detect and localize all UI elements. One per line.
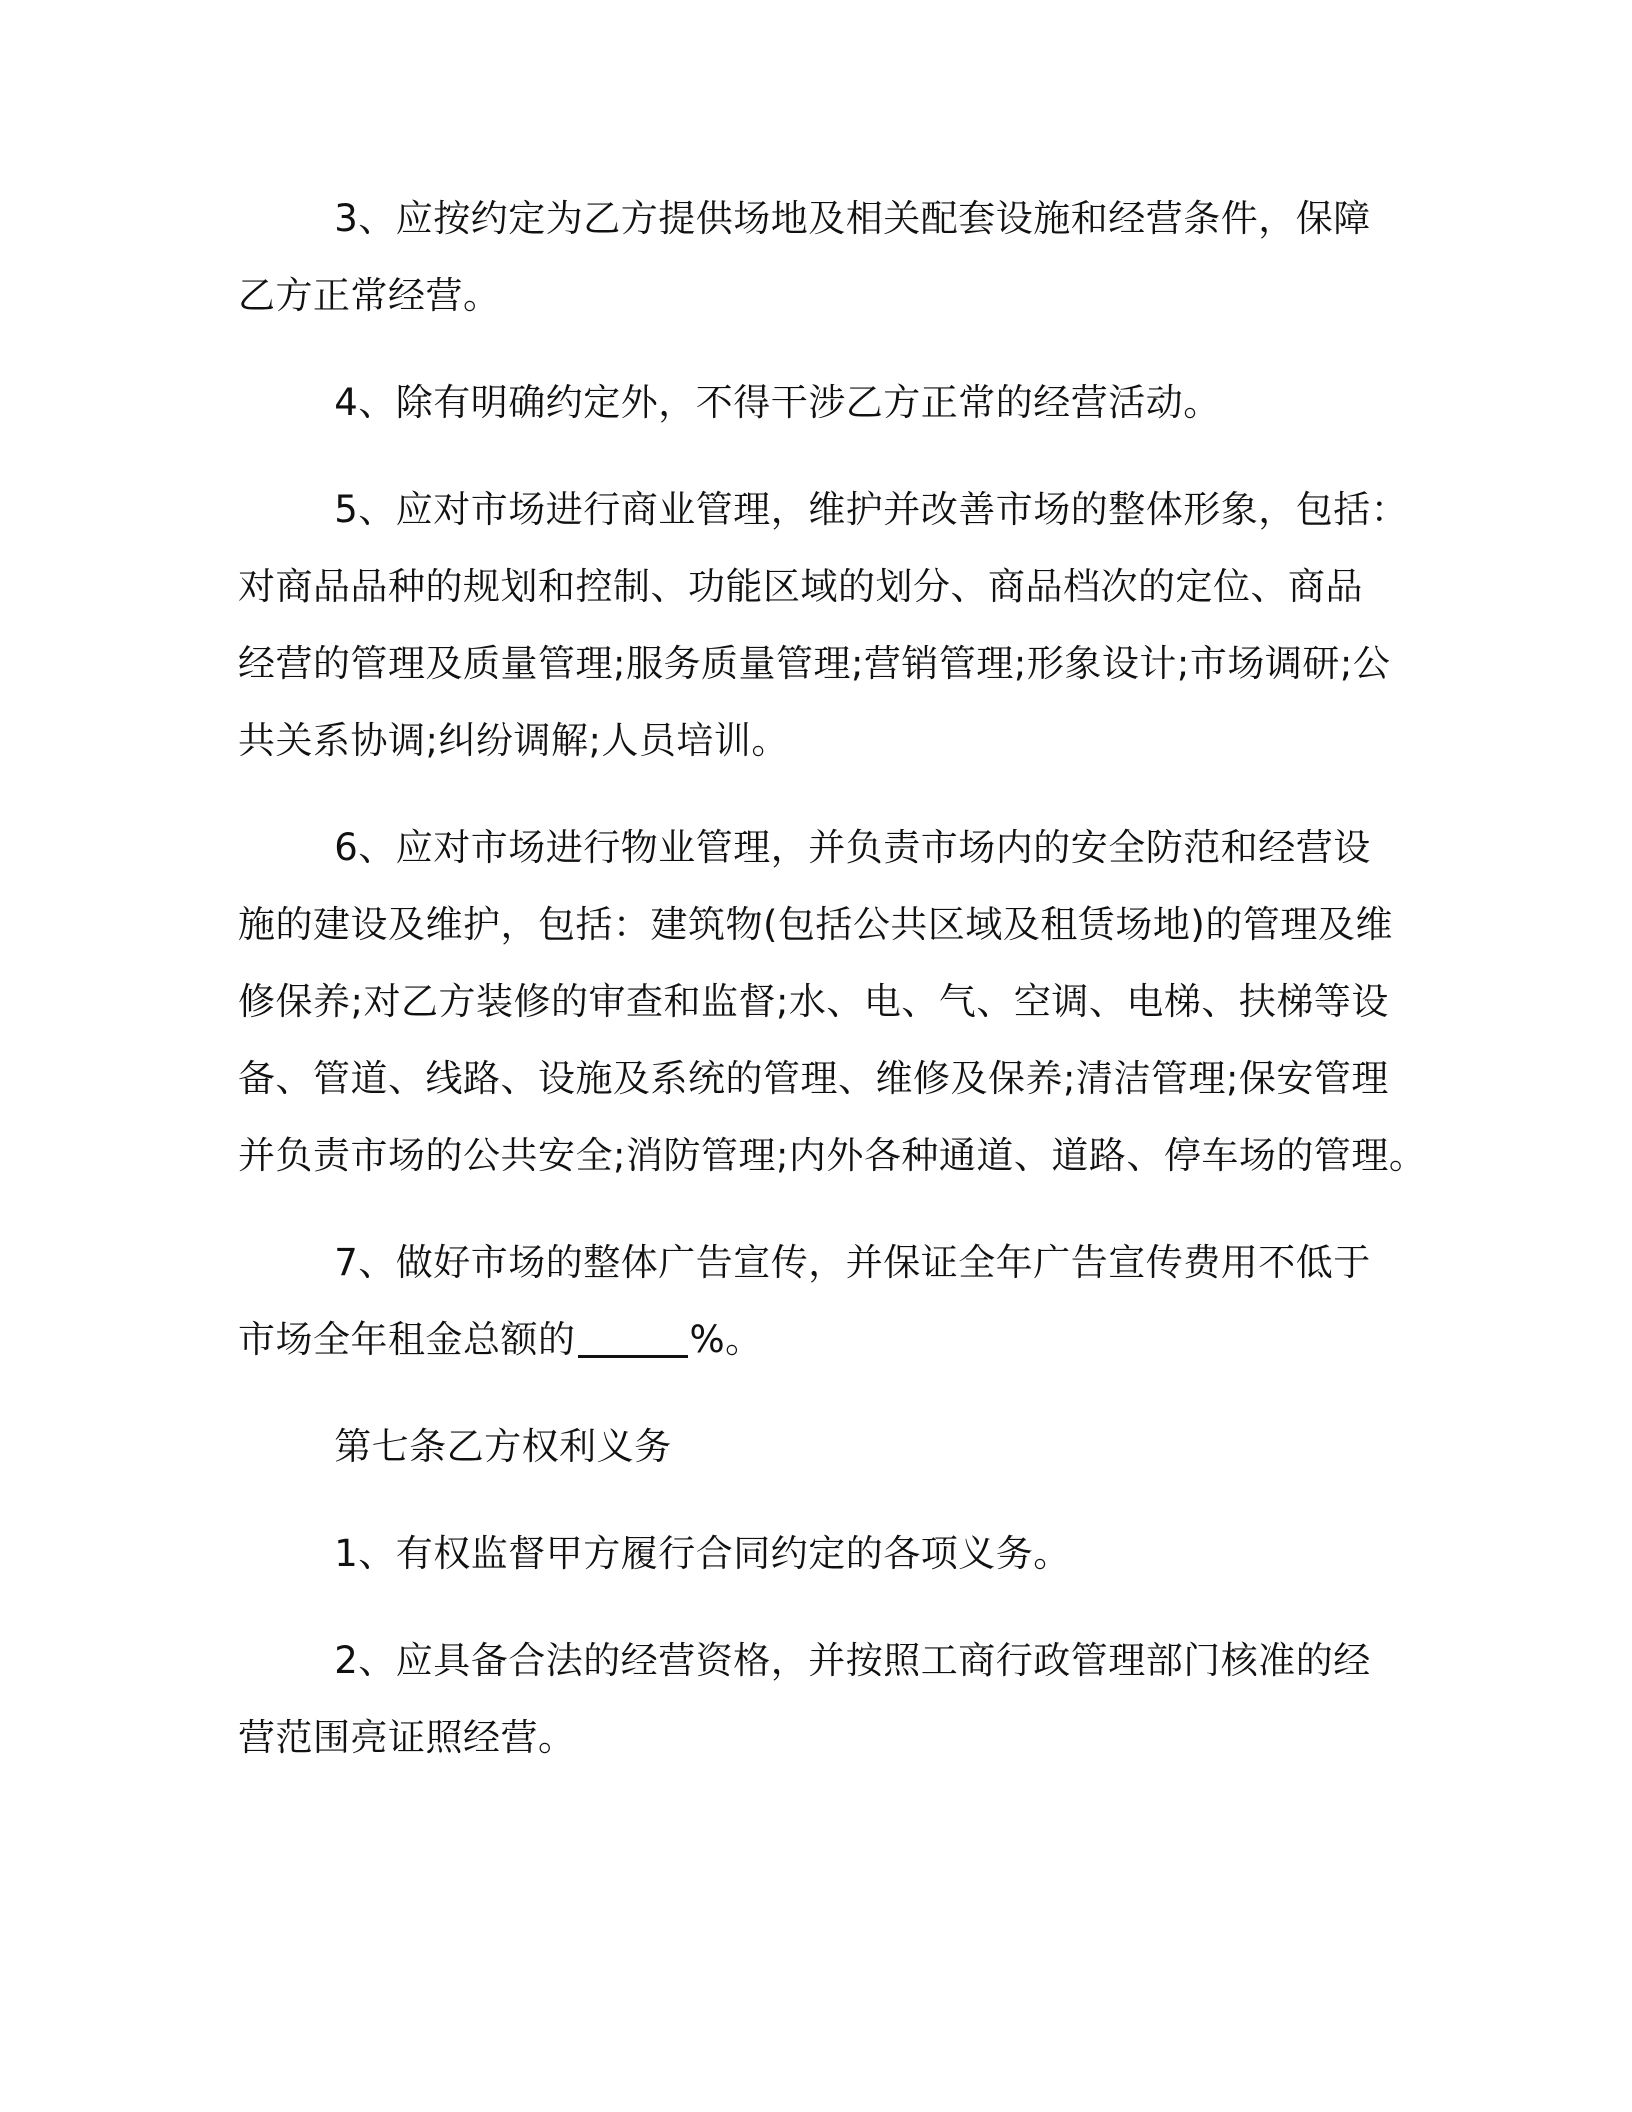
- text-fragment: %。: [689, 1318, 763, 1361]
- article-heading: [238, 1408, 1398, 1485]
- text-line: 共关系协调;纠纷调解;人员培训。: [238, 719, 789, 762]
- text-line: 2、应具备合法的经营资格，并按照工商行政管理部门核准的经: [334, 1639, 1371, 1682]
- document-body: [238, 180, 1427, 1806]
- text-line: 1、有权监督甲方履行合同约定的各项义务。: [334, 1532, 1071, 1575]
- paragraph-obligation-7: [238, 1224, 1398, 1378]
- text-line: 对商品品种的规划和控制、功能区域的划分、商品档次的定位、商品: [238, 565, 1363, 608]
- text-line: 4、除有明确约定外，不得干涉乙方正常的经营活动。: [334, 381, 1221, 424]
- heading-text: 第七条乙方权利义务: [334, 1425, 672, 1468]
- text-line: 经营的管理及质量管理;服务质量管理;营销管理;形象设计;市场调研;公: [238, 642, 1391, 685]
- text-line: 3、应按约定为乙方提供场地及相关配套设施和经营条件，保障: [334, 197, 1371, 240]
- text-line: 5、应对市场进行商业管理，维护并改善市场的整体形象，包括：: [334, 488, 1409, 531]
- text-line: 备、管道、线路、设施及系统的管理、维修及保养;清洁管理;保安管理: [238, 1057, 1389, 1100]
- text-line: [238, 1301, 1398, 1378]
- text-fragment: 市场全年租金总额的: [238, 1318, 576, 1361]
- paragraph-right-1: [238, 1515, 1398, 1592]
- text-line: 施的建设及维护，包括：建筑物(包括公共区域及租赁场地)的管理及维: [238, 903, 1393, 946]
- text-line: 修保养;对乙方装修的审查和监督;水、电、气、空调、电梯、扶梯等设: [238, 980, 1389, 1023]
- paragraph-obligation-5: [238, 471, 1409, 779]
- paragraph-obligation-6: [238, 809, 1427, 1194]
- text-line: 并负责市场的公共安全;消防管理;内外各种通道、道路、停车场的管理。: [238, 1134, 1427, 1177]
- text-line: 乙方正常经营。: [238, 274, 501, 317]
- text-line: 6、应对市场进行物业管理，并负责市场内的安全防范和经营设: [334, 826, 1371, 869]
- text-line: 营范围亮证照经营。: [238, 1716, 576, 1759]
- paragraph-obligation-4: [238, 364, 1398, 441]
- text-line: 7、做好市场的整体广告宣传，并保证全年广告宣传费用不低于: [334, 1241, 1371, 1284]
- fill-in-blank[interactable]: [578, 1354, 688, 1358]
- paragraph-right-2: [238, 1622, 1398, 1776]
- paragraph-obligation-3: [238, 180, 1398, 334]
